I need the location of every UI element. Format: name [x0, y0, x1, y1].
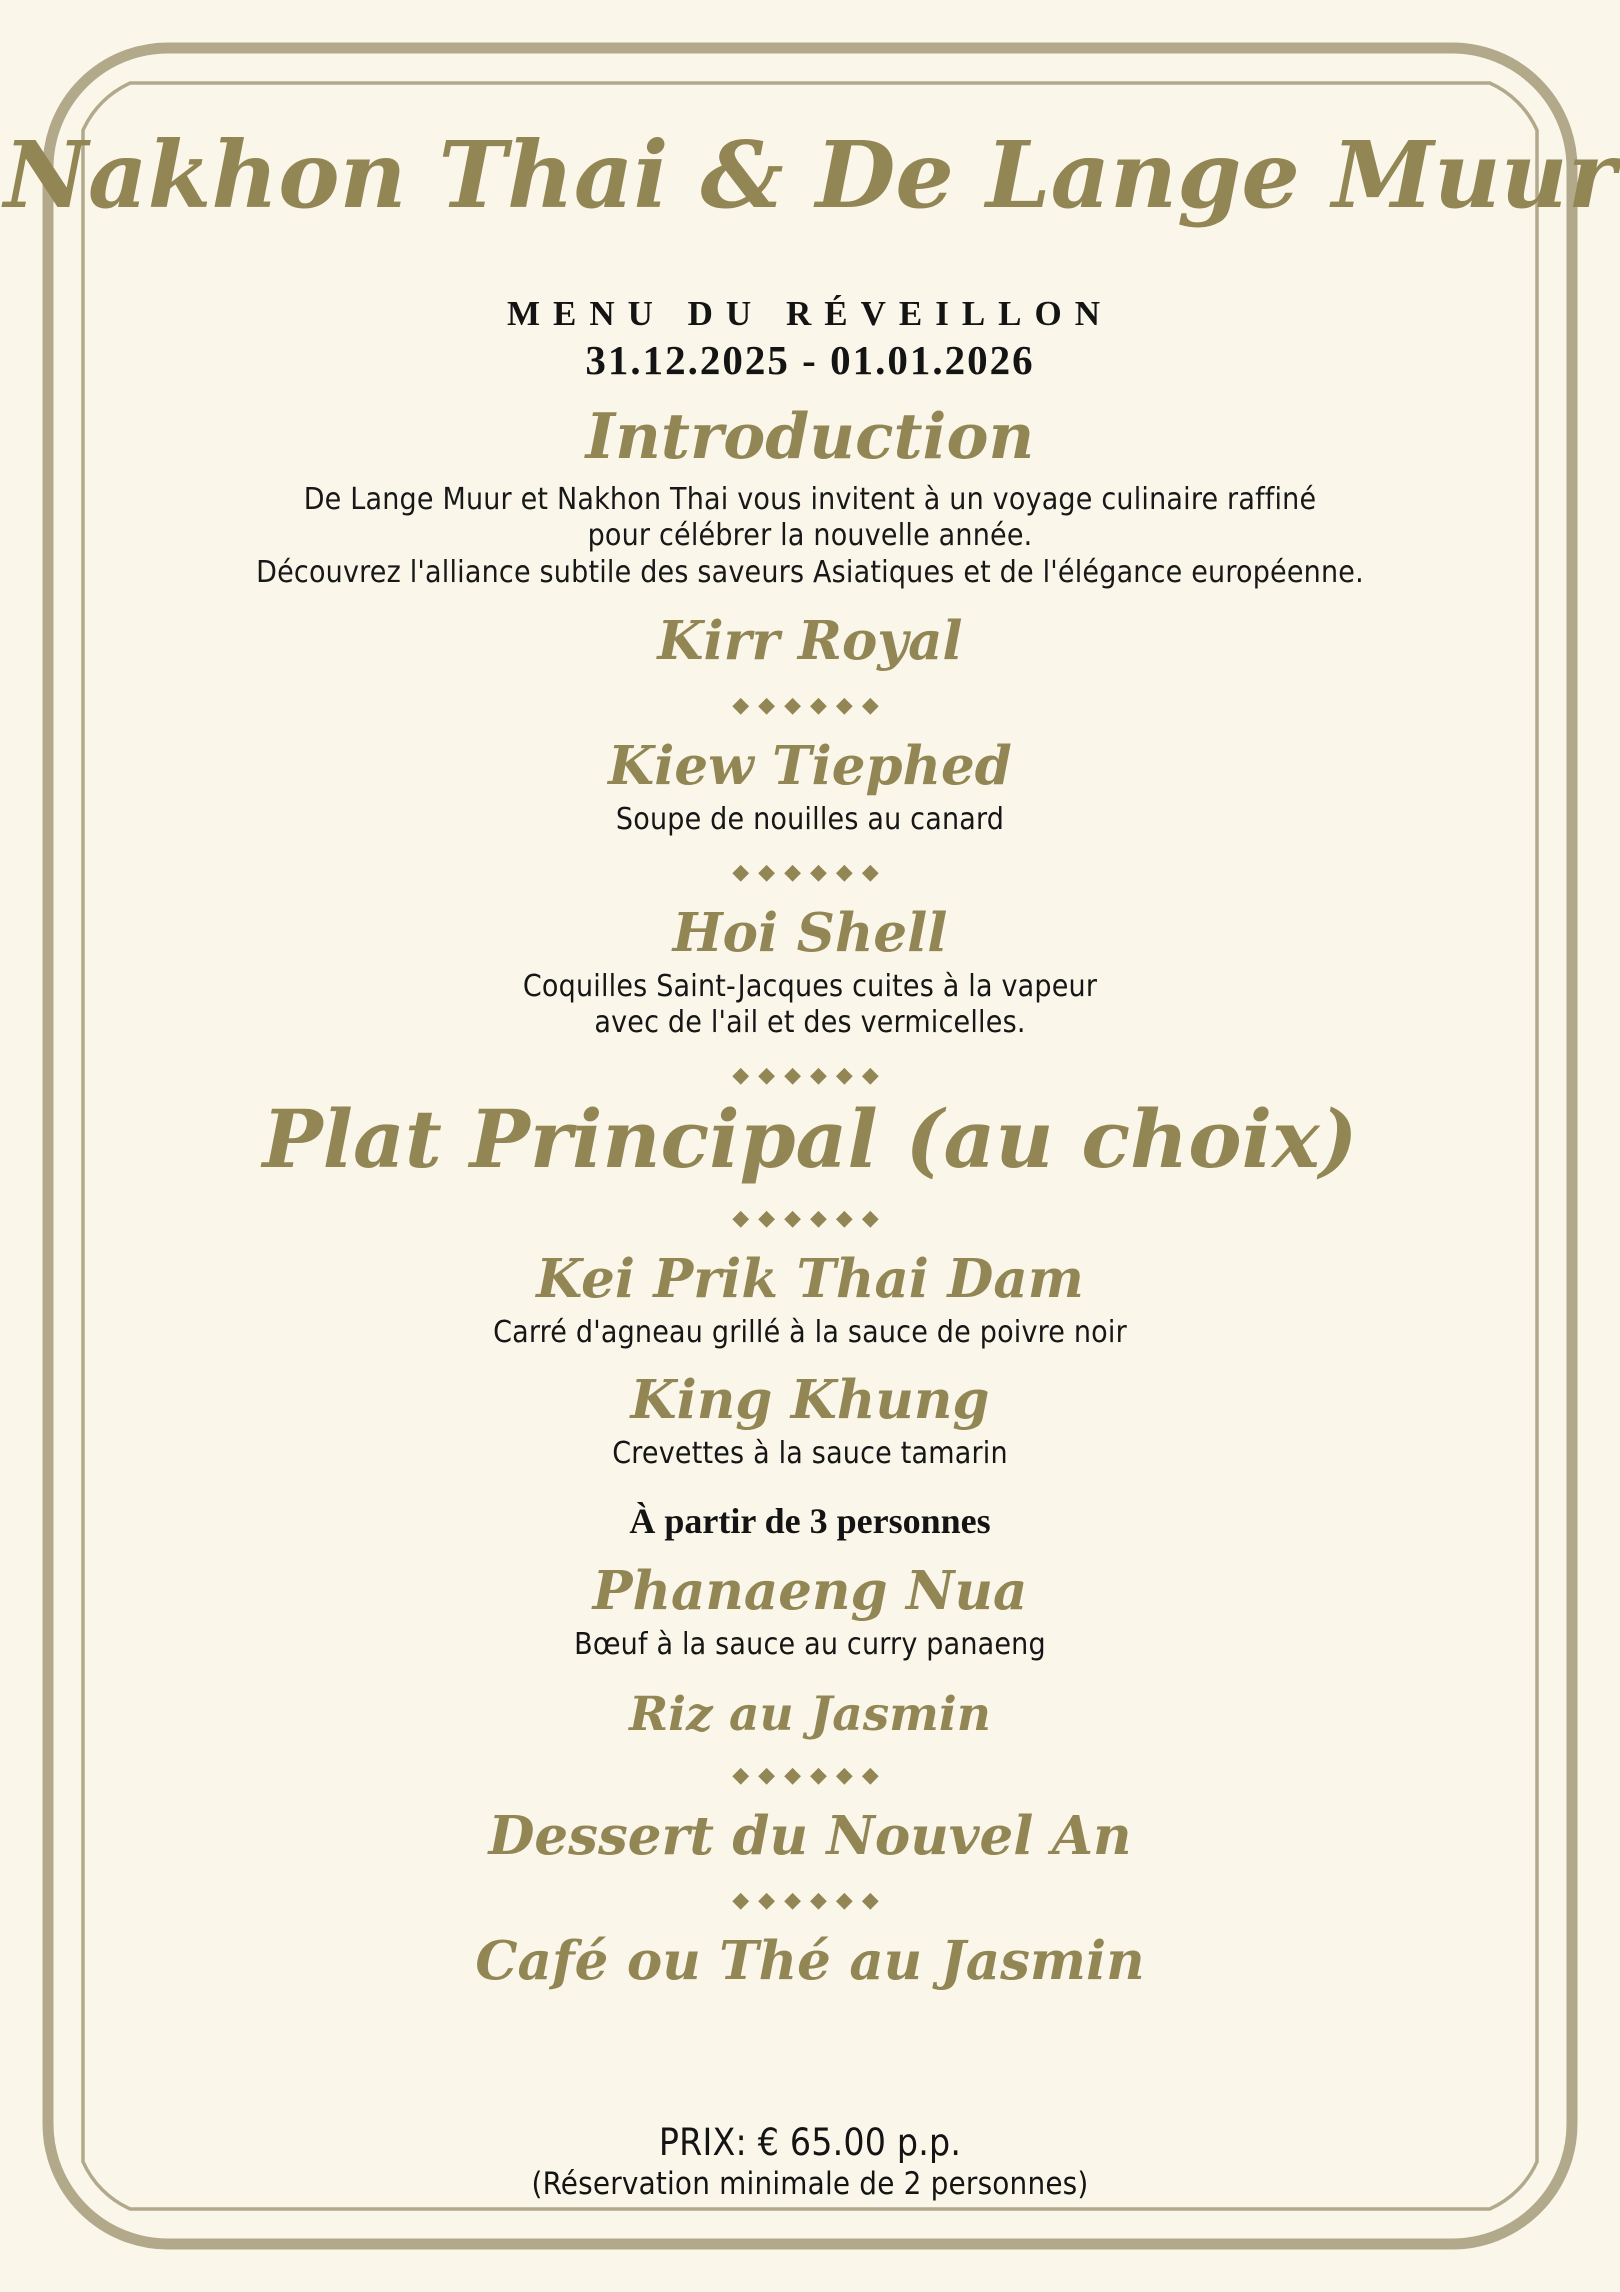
description-line: avec de l'ail et des vermicelles.: [594, 1005, 1026, 1041]
restaurant-title: Nakhon Thai & De Lange Muur: [3, 120, 1617, 229]
course-description: [0, 1627, 1620, 1664]
intro-line: Découvrez l'alliance subtile des saveurs Asiatiques et de l'élégance européenne.: [256, 555, 1364, 591]
serving-note: À partir de 3 personnes: [629, 1500, 991, 1541]
menu-dates: 31.12.2025 - 01.01.2026: [585, 337, 1035, 384]
menu-label: MENU DU RÉVEILLON: [506, 294, 1114, 334]
course-description: [0, 802, 1620, 839]
diamond-divider: ◆◆◆◆◆◆: [732, 1887, 888, 1913]
intro-line: pour célébrer la nouvelle année.: [587, 518, 1033, 554]
description-line: Carré d'agneau grillé à la sauce de poivre noir: [493, 1314, 1127, 1350]
course-name: Kirr Royal: [657, 610, 963, 673]
reservation-note: (Réservation minimale de 2 personnes): [531, 2166, 1089, 2202]
diamond-divider: ◆◆◆◆◆◆: [732, 693, 888, 719]
description-line: Crevettes à la sauce tamarin: [612, 1436, 1008, 1472]
intro-paragraph: [0, 482, 1620, 593]
intro-heading: Introduction: [585, 399, 1035, 474]
diamond-divider: ◆◆◆◆◆◆: [732, 1762, 888, 1788]
description-line: Coquilles Saint-Jacques cuites à la vapeur: [522, 968, 1098, 1004]
menu-body: [0, 611, 1620, 1992]
menu-header: [0, 0, 1620, 592]
price-line: PRIX: € 65.00 p.p.: [658, 2121, 962, 2164]
menu-footer: [0, 2121, 1620, 2202]
diamond-divider: ◆◆◆◆◆◆: [732, 1205, 888, 1231]
course-name: Riz au Jasmin: [629, 1686, 991, 1742]
intro-line: De Lange Muur et Nakhon Thai vous invitent à un voyage culinaire raffiné: [303, 481, 1317, 517]
course-description: [0, 1315, 1620, 1352]
course-name: Café ou Thé au Jasmin: [475, 1929, 1145, 1992]
course-description: [0, 1436, 1620, 1473]
course-name: King Khung: [630, 1369, 990, 1432]
description-line: Soupe de nouilles au canard: [615, 802, 1005, 838]
course-name: Plat Principal (au choix): [262, 1091, 1358, 1186]
course-name: Phanaeng Nua: [592, 1560, 1028, 1623]
diamond-divider: ◆◆◆◆◆◆: [732, 859, 888, 885]
course-name: Kei Prik Thai Dam: [536, 1247, 1084, 1310]
course-name: Kiew Tiephed: [608, 735, 1012, 798]
diamond-divider: ◆◆◆◆◆◆: [732, 1062, 888, 1088]
course-name: Hoi Shell: [672, 901, 948, 964]
course-description: [0, 969, 1620, 1042]
course-name: Dessert du Nouvel An: [488, 1804, 1132, 1867]
description-line: Bœuf à la sauce au curry panaeng: [574, 1627, 1046, 1663]
